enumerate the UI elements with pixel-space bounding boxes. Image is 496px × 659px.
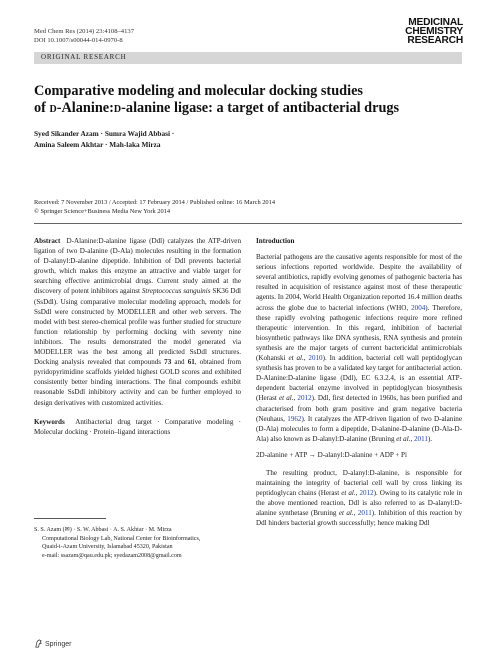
- intro-paragraph-1: Bacterial pathogens are the causative agents responsible for most of the serious infections reported worldwide. Despite the availability of several antibiotics, rapidly evolving genomes of pathogenic bacteria has resulted in acquisition of resistance against most of these therapeutic agents. In 2004, World Health Organization reported 16.4 million deaths across the globe due to bacterial infections (WHO, 2004). Therefore, these rapidly evolving pathogenic infections require more refined therapeutic intervention. In this regard, inhibition of bacterial biosynthetic pathways like DNA synthesis, RNA synthesis and protein synthesis are the major targets of current bactericidal antimicrobials (Kohanski et al., 2010). In addition, bacterial cell wall peptidoglycan synthesis has proven to be a validated key target for antibacterial action. D-Alanine:D-alanine ligase (Ddl), EC 6.3.2.4, is an essential ATP-dependent bacterial enzyme involved in peptidoglycan biosynthesis (Herast et al., 2012). Ddl, first detected in 1960s, has been purified and characterised from both gram positive and gram negative bacteria (Neuhaus, 1962). It catalyzes the ATP-driven ligation of two D-alanine (D-Ala) molecules to form a dipeptide, D-alanine-D-alanine (D-Ala-D-Ala) also known as D-alanyl:D-alanine (Bruning et al., 2011).: [256, 253, 463, 443]
- intro-paragraph-2: The resulting product, D-alanyl:D-alanine, is responsible for maintaining the integrity of bacterial cell wall by cross linking its peptidoglycan chains (Herast et al., 2012). Owing to its catalytic role in the above mentioned reaction, Ddl is also referred to as D-alanyl:D-alanine synthetase (Bruning et al., 2011). Inhibition of this reaction by Ddl hinders bacterial growth successfully; hence making Ddl: [256, 468, 463, 528]
- citation-link[interactable]: 2011: [414, 434, 428, 443]
- section-divider: [34, 223, 462, 224]
- article-type: ORIGINAL RESEARCH: [41, 53, 127, 61]
- affiliation: S. S. Azam (✉) · S. W. Abbasi · A. S. Akhtar · M. Mirza Computational Biology Lab, National Center for Bioinformatics, Quaid-i-Azam University, Islamabad 45320, Pakistan e-mail: ssazam@qau.edu.pk; syedazam2008@gmail.com: [34, 526, 244, 561]
- citation-link[interactable]: 2011: [357, 509, 372, 518]
- article-type-band: [34, 52, 462, 64]
- journal-citation: Med Chem Res (2014) 23:4108–4137: [34, 28, 134, 35]
- author-list: Syed Sikander Azam · Sumra Wajid Abbasi · Amina Saleem Akhtar · Mah-laka Mirza: [34, 129, 175, 149]
- keywords: Keywords Antibacterial drug target · Comparative modeling · Molecular docking · Protein–ligand interactions: [34, 417, 241, 436]
- citation-link[interactable]: 1962: [287, 414, 302, 423]
- publisher-footer: [34, 639, 71, 648]
- copyright: © Springer Science+Business Media New York 2014: [34, 208, 171, 215]
- keywords-heading: Keywords: [34, 417, 65, 426]
- paper-title: Comparative modeling and molecular docking studies of d-Alanine:d-alanine ligase: a target of antibacterial drugs: [34, 83, 400, 116]
- citation-link[interactable]: 2004: [411, 303, 426, 312]
- contact-email[interactable]: e-mail: ssazam@qau.edu.pk; syedazam2008@gmail.com: [42, 553, 182, 560]
- citation-link[interactable]: 2010: [308, 354, 323, 363]
- citation-link[interactable]: 2012: [359, 489, 374, 498]
- abstract: Abstract D-Alanine:D-alanine ligase (Ddl) catalyzes the ATP-driven ligation of two D-alanine (D-Ala) molecules resulting in the formation of D-alanyl:D-alanine dipeptide. Inhibition of Ddl prevents bacterial growth, which makes this enzyme an attractive and viable target for searching effective antimicrobial drugs. Current study aimed at the discovery of potent inhibitors against Streptococcus sanguinis SK36 Ddl (SsDdl). Using comparative molecular modeling approach, models for SsDdl were constructed by MODELLER and other web servers. The model with best stereo-chemical profile was further studied for structure function relationship by performing docking with seventy nine inhibitors. The results demonstrated the model generated via MODELLER was the best among all predicted SsDdl structures. Docking analysis revealed that compounds 73 and 61, obtained from pyridopyrimidine scaffolds yielded highest GOLD scores and exhibited consistently better binding interactions. The final compounds exhibit reasonable SsDdl inhibitory activity and can be further employed to design derivatives with customized activities.: [34, 237, 242, 407]
- abstract-column: [34, 236, 241, 437]
- citation-link[interactable]: 2012: [297, 394, 312, 403]
- abstract-heading: Abstract: [34, 237, 61, 245]
- publisher-name: Springer: [45, 641, 72, 648]
- reaction-equation: 2D-alanine + ATP → D-alanyl:D-alanine + ADP + Pi: [256, 450, 407, 459]
- introduction-column: [256, 236, 462, 535]
- introduction-heading: Introduction: [256, 237, 295, 245]
- springer-horse-icon: [34, 639, 43, 648]
- doi: DOI 10.1007/s00044-014-0970-8: [34, 37, 123, 44]
- journal-reference: [34, 27, 134, 45]
- footnote-rule: [34, 518, 106, 519]
- journal-logo: MEDICINAL CHEMISTRY RESEARCH: [405, 17, 463, 47]
- publication-dates: Received: 7 November 2013 / Accepted: 17 February 2014 / Published online: 16 March 2014 © Springer Science+Business Media New York 2014: [34, 199, 276, 215]
